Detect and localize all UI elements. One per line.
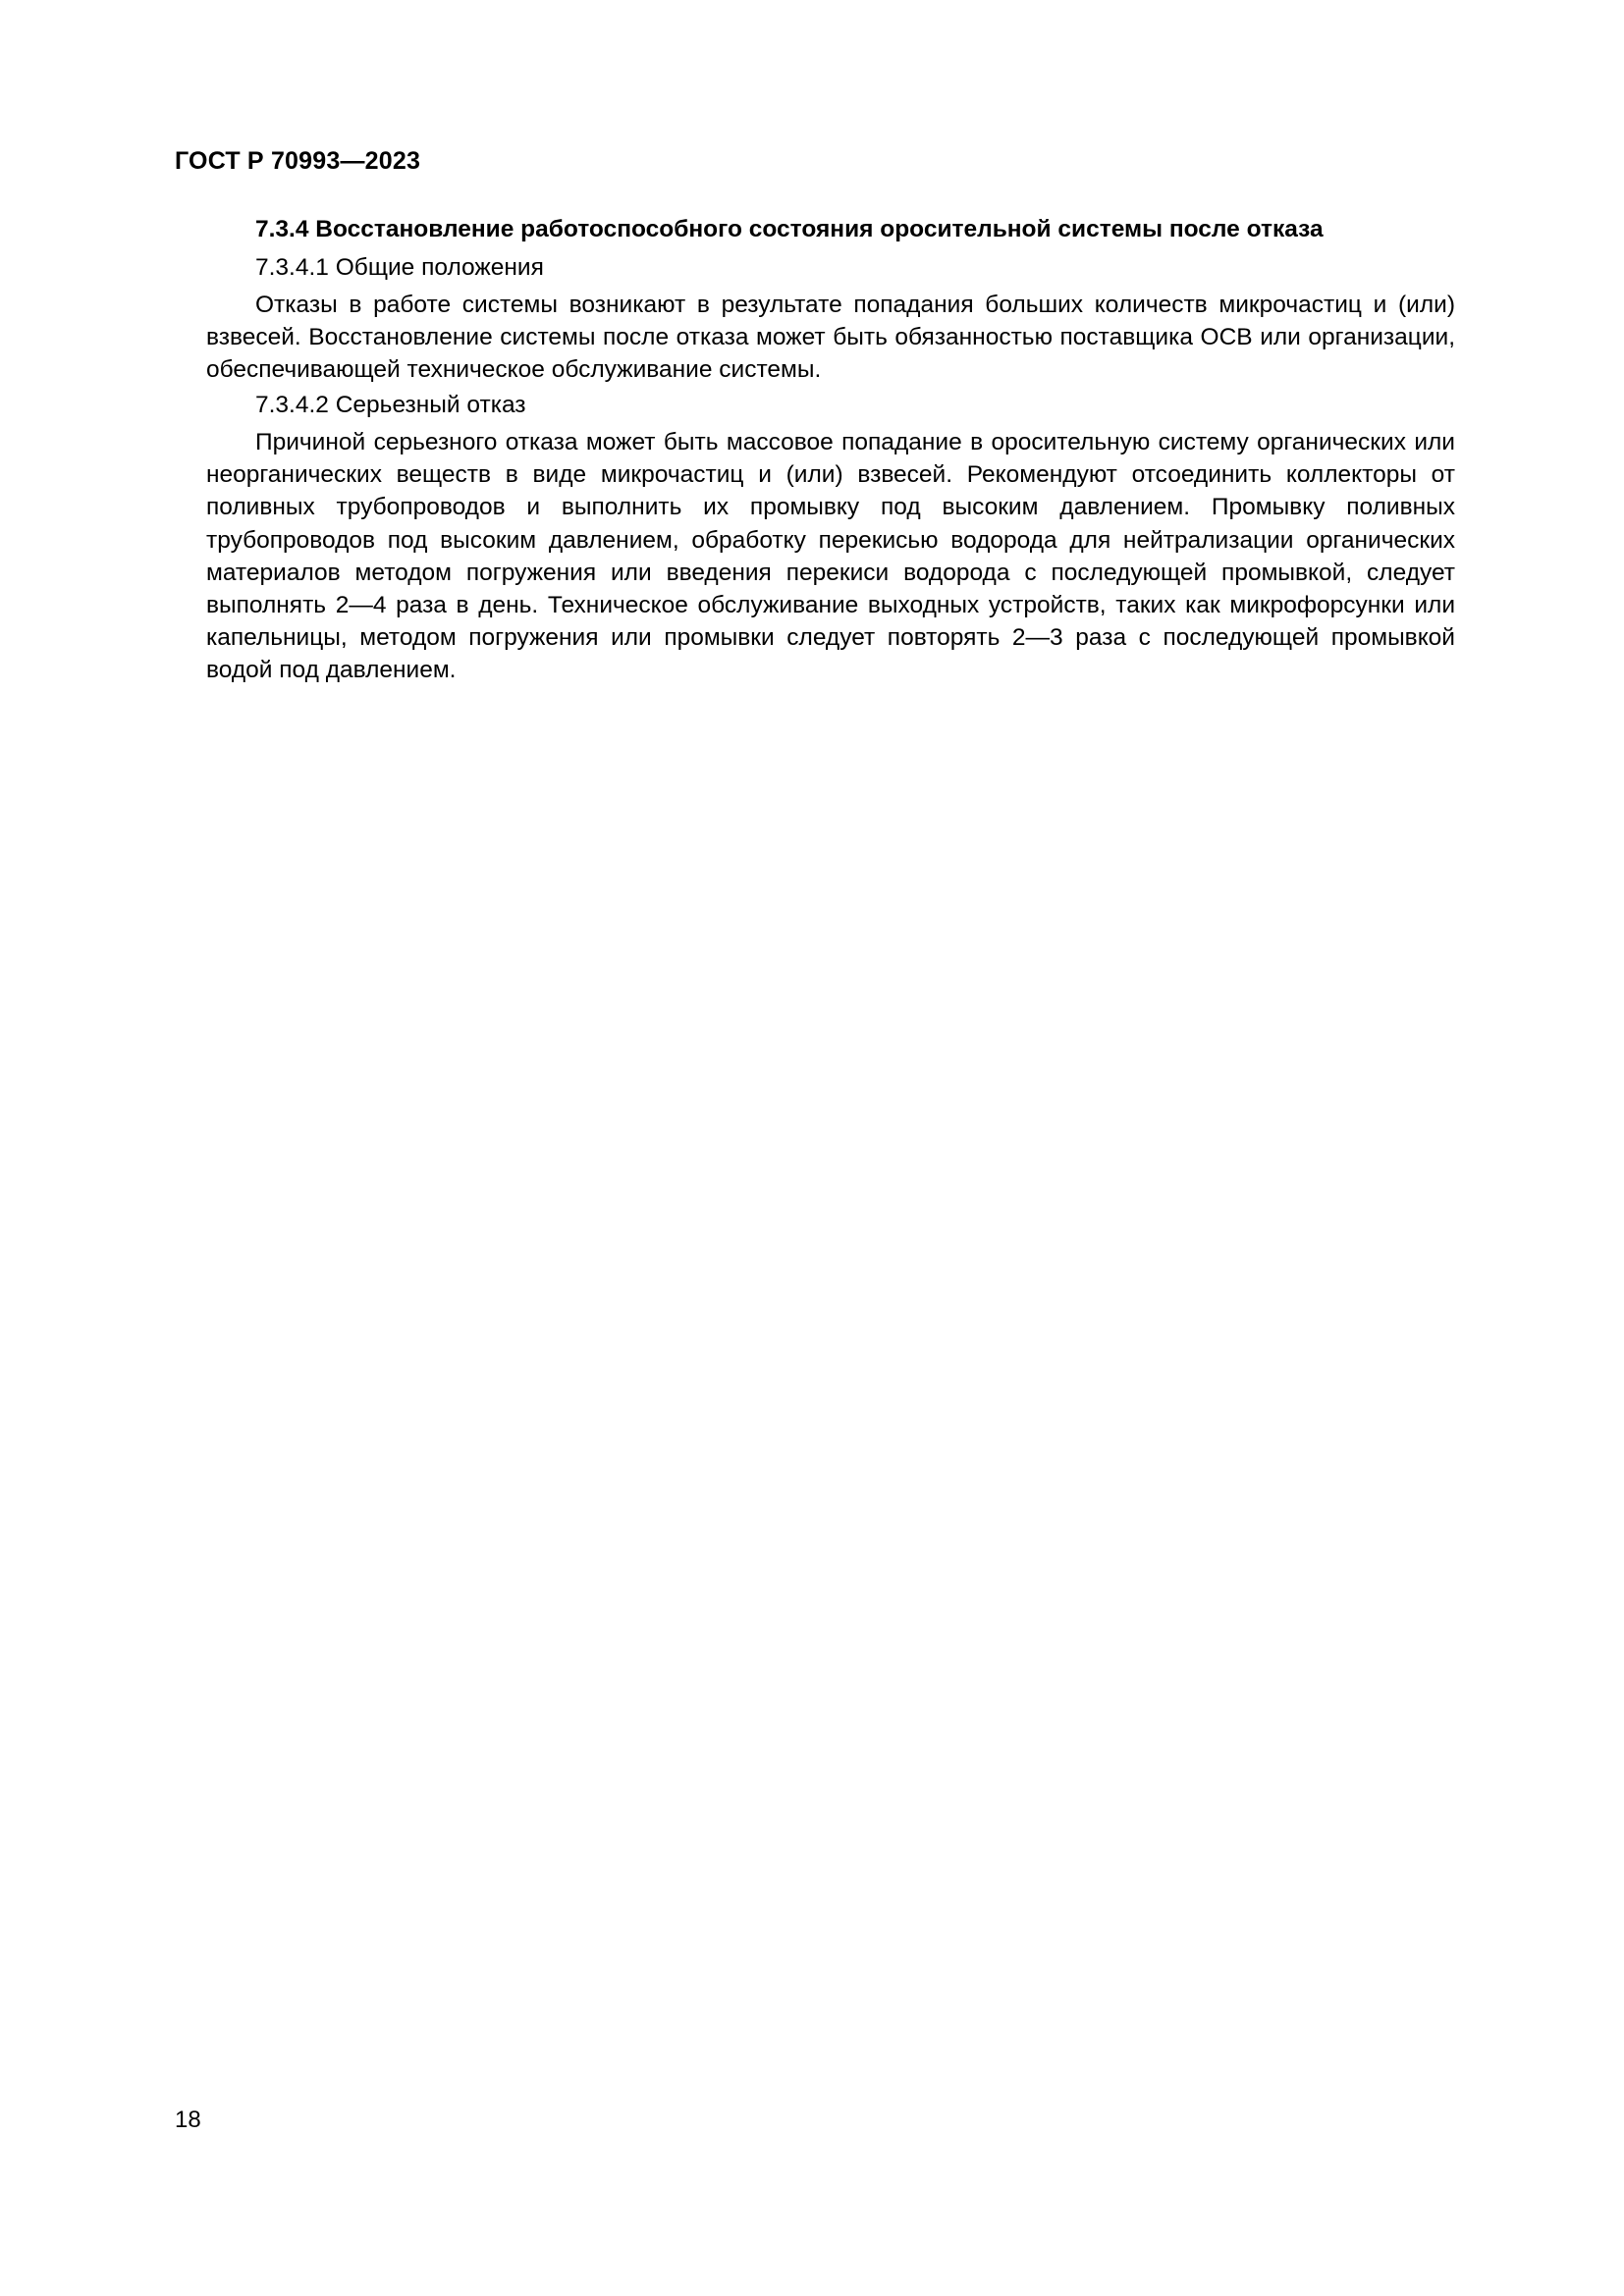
paragraph-general-provisions: Отказы в работе системы возникают в результате попадания больших количеств микрочастиц и (или) взвесей. Восстановление системы после отказа может быть обязанностью поставщика ОСВ или организации, обеспечивающей техническое обслуживание системы. [206, 291, 1455, 384]
paragraph-serious-failure: Причиной серьезного отказа может быть массовое попадание в оросительную систему органических или неорганических веществ в виде микрочастиц и (или) взвесей. Рекомендуют отсоединить коллекторы от поливных трубопроводов и выполнить их промывку под высоким давлением. Промывку поливных трубопроводов под высоким давлением, обработку перекисью водорода для нейтрализации органических материалов методом погружения или введения перекиси водорода с последующей промывкой, следует выполнять 2—4 раза в день. Техническое обслуживание выходных устройств, таких как микрофорсунки или капельницы, методом погружения или промывки следует повторять 2—3 раза с последующей промывкой водой под давлением. [206, 429, 1455, 684]
section-heading-7-3-4: 7.3.4 Восстановление работоспособного состояния оросительной системы после отказа [255, 216, 1324, 242]
page-content [206, 214, 1455, 687]
subsection-heading-7-3-4-1: 7.3.4.1 Общие положения [255, 253, 544, 281]
page-header-standard-number: ГОСТ Р 70993—2023 [175, 147, 421, 175]
page-number: 18 [175, 2107, 201, 2133]
subsection-heading-7-3-4-2: 7.3.4.2 Серьезный отказ [255, 392, 526, 419]
